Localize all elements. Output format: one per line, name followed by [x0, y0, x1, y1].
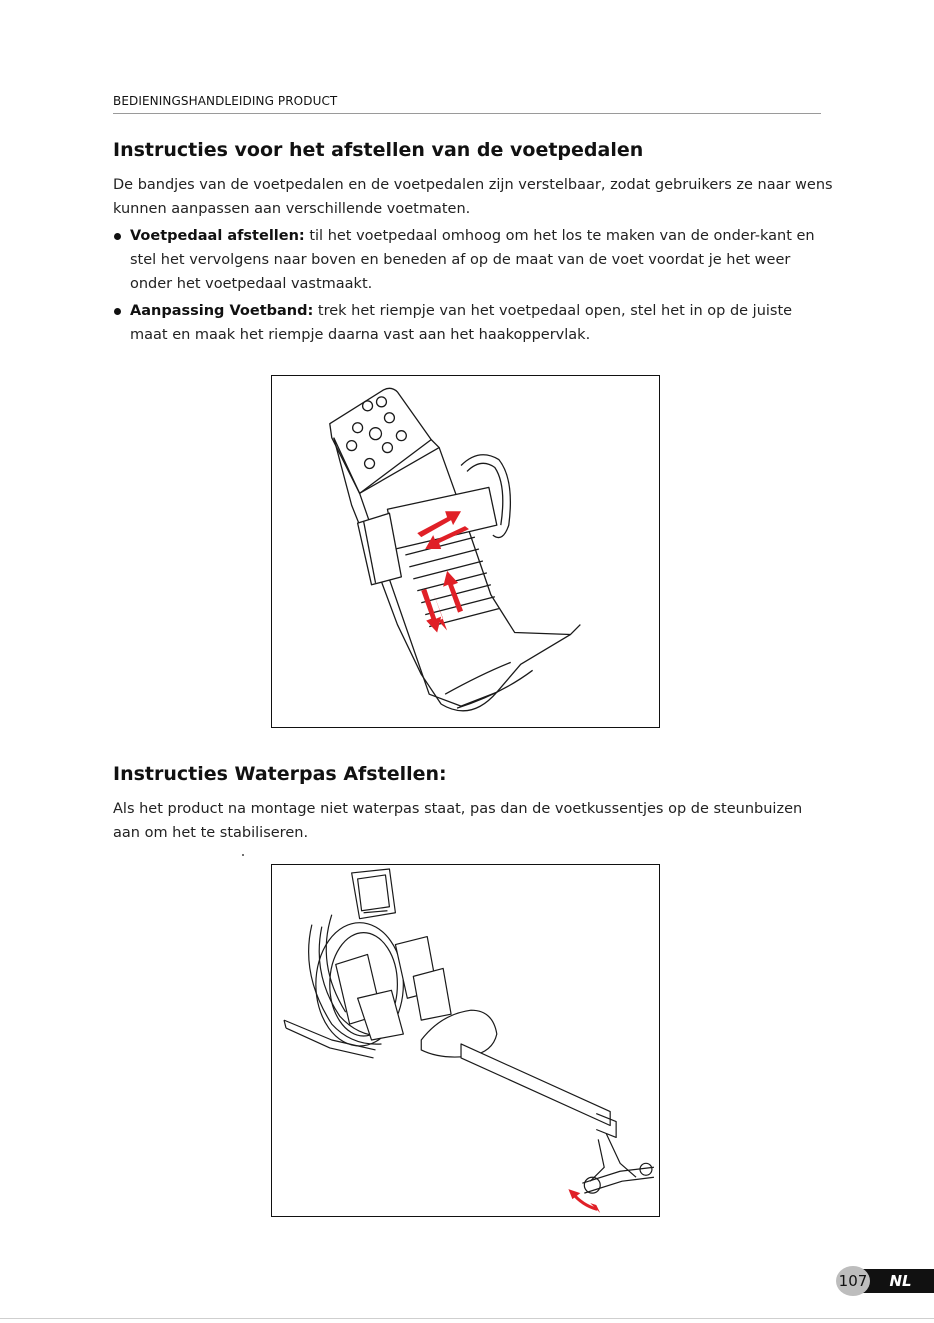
- bullet-term: Voetpedaal afstellen:: [130, 228, 305, 244]
- arrow-up-icon: [443, 571, 463, 613]
- section-title-footpedal: Instructies voor het afstellen van de voetpedalen: [113, 139, 644, 161]
- header-divider: [113, 113, 821, 114]
- bullet-term: Aanpassing Voetband:: [130, 303, 314, 319]
- footer-divider: [0, 1318, 934, 1319]
- list-item: [113, 224, 833, 296]
- footpedal-drawing: [272, 376, 659, 727]
- document-header: BEDIENINGSHANDLEIDING PRODUCT: [113, 94, 338, 108]
- instruction-list: [113, 224, 833, 350]
- bullet-text: til het voetpedaal omhoog om het los te maken van de onder-kant en stel het vervolgens naar boven en beneden af op de maat van de voet voordat je het weer onder het voetpedaal vastmaakt.: [130, 228, 815, 292]
- language-tab: NL: [853, 1269, 934, 1293]
- page-badge: [836, 1266, 934, 1296]
- bullet-text: trek het riempje van het voetpedaal open, stel het in op de juiste maat en maak het riempje daarna vast aan het haakoppervlak.: [130, 303, 793, 343]
- bullet-icon: [114, 308, 121, 315]
- list-item: [113, 299, 833, 347]
- page-number: 107: [836, 1266, 870, 1296]
- stray-mark: [242, 854, 244, 856]
- section-title-leveling: Instructies Waterpas Afstellen:: [113, 763, 447, 785]
- section-intro-footpedal: De bandjes van de voetpedalen en de voetpedalen zijn verstelbaar, zodat gebruikers ze naar wens kunnen aanpassen aan verschillende voetmaten.: [113, 177, 833, 217]
- rowing-machine-drawing: [272, 865, 659, 1216]
- section-intro-leveling: Als het product na montage niet waterpas staat, pas dan de voetkussentjes op de steunbuizen aan om het te stabiliseren.: [113, 801, 803, 841]
- bullet-icon: [114, 233, 121, 240]
- footpedal-illustration: [271, 375, 660, 728]
- rowing-machine-illustration: [271, 864, 660, 1217]
